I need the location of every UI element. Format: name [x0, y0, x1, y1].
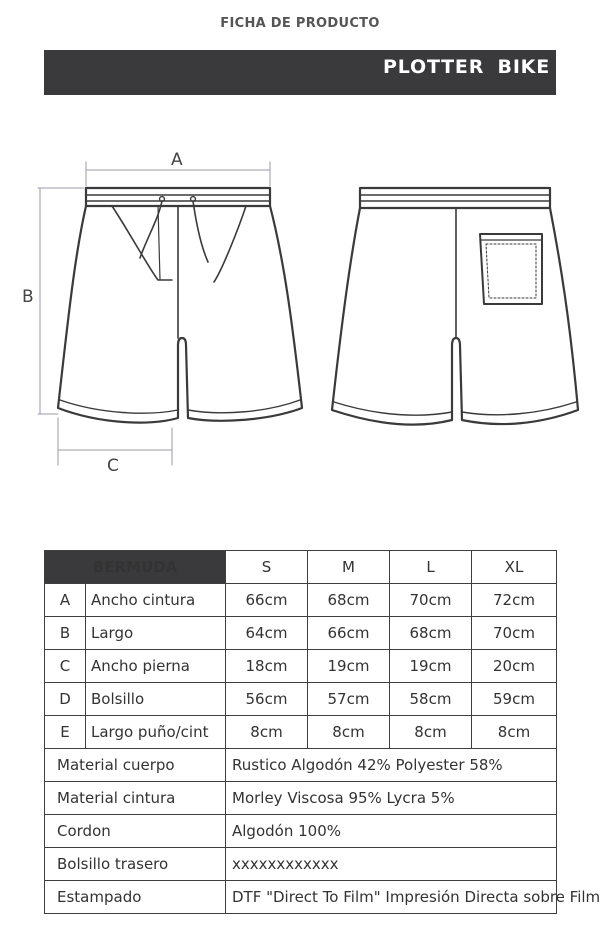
measure-value: 8cm — [308, 716, 390, 749]
material-label: Estampado — [45, 881, 226, 914]
material-row — [45, 848, 557, 881]
material-value: DTF "Direct To Film" Impresión Directa sobre Film — [226, 881, 557, 914]
material-value: Algodón 100% — [226, 815, 557, 848]
size-header-xl: XL — [472, 551, 557, 584]
material-row — [45, 749, 557, 782]
dimension-label-c: C — [107, 456, 119, 476]
measure-name: Ancho cintura — [86, 584, 226, 617]
material-value: Rustico Algodón 42% Polyester 58% — [226, 749, 557, 782]
shorts-technical-drawing — [0, 130, 600, 480]
dimension-label-a: A — [171, 150, 183, 170]
measure-value: 57cm — [308, 683, 390, 716]
material-label: Cordon — [45, 815, 226, 848]
measure-name: Largo puño/cint — [86, 716, 226, 749]
measure-value: 19cm — [308, 650, 390, 683]
material-label: Material cintura — [45, 782, 226, 815]
measure-value: 72cm — [472, 584, 557, 617]
material-value: Morley Viscosa 95% Lycra 5% — [226, 782, 557, 815]
table-row — [45, 716, 557, 749]
table-row — [45, 650, 557, 683]
product-title: PLOTTER BIKE — [383, 56, 550, 78]
material-row — [45, 815, 557, 848]
material-label: Bolsillo trasero — [45, 848, 226, 881]
measure-value: 70cm — [390, 584, 472, 617]
measure-value: 68cm — [390, 617, 472, 650]
material-value: xxxxxxxxxxxx — [226, 848, 557, 881]
measure-value: 56cm — [226, 683, 308, 716]
shorts-back-view — [332, 188, 578, 425]
measure-letter: D — [45, 683, 86, 716]
material-row — [45, 881, 557, 914]
measure-name: Largo — [86, 617, 226, 650]
table-row — [45, 584, 557, 617]
measure-letter: E — [45, 716, 86, 749]
table-row — [45, 683, 557, 716]
measure-name: Ancho pierna — [86, 650, 226, 683]
size-header-s: S — [226, 551, 308, 584]
measure-letter: A — [45, 584, 86, 617]
measure-value: 59cm — [472, 683, 557, 716]
measure-value: 8cm — [472, 716, 557, 749]
measure-value: 70cm — [472, 617, 557, 650]
size-spec-table — [44, 550, 600, 914]
measure-value: 66cm — [226, 584, 308, 617]
table-header-row — [45, 551, 557, 584]
measure-value: 18cm — [226, 650, 308, 683]
material-row — [45, 782, 557, 815]
measure-name: Bolsillo — [86, 683, 226, 716]
document-label: FICHA DE PRODUCTO — [220, 16, 380, 31]
measure-value: 64cm — [226, 617, 308, 650]
dimension-label-b: B — [22, 287, 34, 307]
measure-value: 20cm — [472, 650, 557, 683]
title-bar — [44, 50, 556, 95]
measure-value: 8cm — [226, 716, 308, 749]
measure-value: 58cm — [390, 683, 472, 716]
size-header-m: M — [308, 551, 390, 584]
measure-letter: C — [45, 650, 86, 683]
measure-value: 66cm — [308, 617, 390, 650]
material-label: Material cuerpo — [45, 749, 226, 782]
table-row — [45, 617, 557, 650]
product-type-label: BERMUDA — [45, 551, 226, 584]
measure-value: 8cm — [390, 716, 472, 749]
shorts-front-view — [58, 188, 302, 423]
size-header-l: L — [390, 551, 472, 584]
measure-value: 68cm — [308, 584, 390, 617]
measure-value: 19cm — [390, 650, 472, 683]
measure-letter: B — [45, 617, 86, 650]
